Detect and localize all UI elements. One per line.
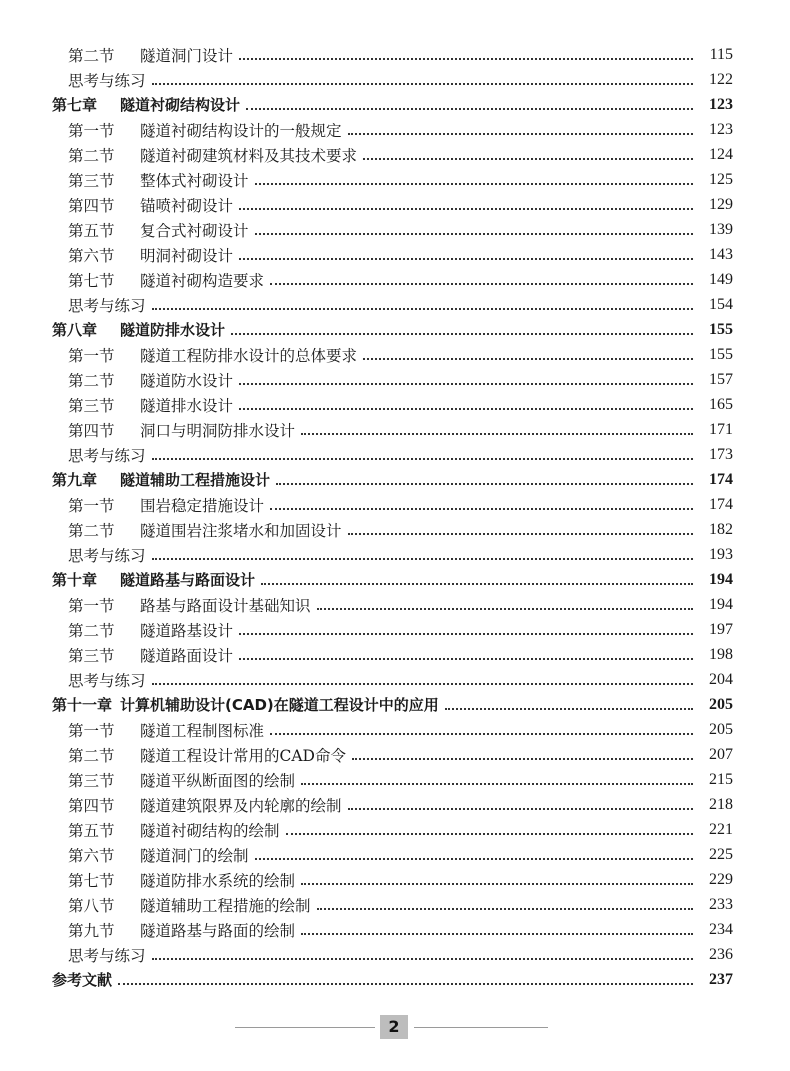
toc-entry-page: 218 xyxy=(709,795,733,813)
dot-leader xyxy=(445,707,693,710)
toc-entry-number: 第二节 xyxy=(68,521,115,540)
toc-entry-number: 第六节 xyxy=(68,846,115,865)
toc-entry-page: 173 xyxy=(709,445,733,463)
toc-entry-label xyxy=(68,944,148,966)
toc-entry-number: 第七章 xyxy=(52,96,98,114)
dot-leader xyxy=(152,457,693,460)
toc-entry-number: 第九章 xyxy=(52,471,98,489)
dot-leader xyxy=(270,507,693,510)
toc-entry-title: 隧道衬砌结构的绘制 xyxy=(140,821,280,840)
toc-entry-label xyxy=(68,619,235,641)
toc-entry-number: 第八章 xyxy=(52,321,98,339)
toc-entry-label xyxy=(52,569,257,590)
dot-leader xyxy=(276,482,693,485)
toc-entry-label xyxy=(52,319,227,340)
dot-leader xyxy=(255,232,693,235)
toc-entry-label xyxy=(68,794,344,816)
footer-rule-right xyxy=(414,1027,548,1028)
toc-section-entry[interactable] xyxy=(0,917,790,942)
toc-entry-title: 隧道衬砌构造要求 xyxy=(140,271,265,290)
toc-entry-page: 205 xyxy=(709,720,733,738)
toc-entry-label xyxy=(68,919,297,941)
toc-entry-number: 第三节 xyxy=(68,171,115,190)
toc-entry-number: 第一节 xyxy=(68,496,115,515)
toc-entry-title: 隧道路基设计 xyxy=(140,621,234,640)
toc-entry-label xyxy=(68,544,148,566)
toc-entry-page: 182 xyxy=(709,520,733,538)
dot-leader xyxy=(348,132,693,135)
toc-entry-page: 155 xyxy=(709,345,733,363)
page-footer xyxy=(0,1015,790,1041)
toc-exercise-entry[interactable] xyxy=(0,542,790,567)
toc-entry-number: 第九节 xyxy=(68,921,115,940)
toc-section-entry[interactable] xyxy=(0,367,790,392)
dot-leader xyxy=(231,332,693,335)
toc-entry-title: 隧道防排水设计 xyxy=(120,321,226,339)
toc-entry-page: 143 xyxy=(709,245,733,263)
toc-entry-label xyxy=(68,169,251,191)
toc-entry-title: 思考与练习 xyxy=(68,446,146,465)
toc-section-entry[interactable] xyxy=(0,142,790,167)
toc-entry-title: 隧道工程设计常用的CAD命令 xyxy=(140,746,346,765)
toc-entry-page: 225 xyxy=(709,845,733,863)
toc-entry-page: 229 xyxy=(709,870,733,888)
toc-entry-label xyxy=(68,769,297,791)
toc-section-entry[interactable] xyxy=(0,517,790,542)
toc-entry-page: 205 xyxy=(709,695,733,713)
toc-entry-page: 234 xyxy=(709,920,733,938)
toc-entry-title: 隧道平纵断面图的绘制 xyxy=(140,771,296,790)
toc-exercise-entry[interactable] xyxy=(0,667,790,692)
toc-entry-number: 第七节 xyxy=(68,871,115,890)
toc-entry-title: 隧道辅助工程措施设计 xyxy=(120,471,271,489)
toc-chapter-entry[interactable] xyxy=(0,692,790,717)
toc-entry-title: 隧道防水设计 xyxy=(140,371,234,390)
toc-exercise-entry[interactable] xyxy=(0,67,790,92)
toc-entry-label xyxy=(68,194,235,216)
dot-leader xyxy=(270,282,693,285)
toc-entry-number: 第五节 xyxy=(68,221,115,240)
toc-chapter-entry[interactable] xyxy=(0,317,790,342)
toc-entry-title: 隧道建筑限界及内轮廓的绘制 xyxy=(140,796,342,815)
toc-section-entry[interactable] xyxy=(0,767,790,792)
toc-entry-number: 第四节 xyxy=(68,421,115,440)
dot-leader xyxy=(301,882,693,885)
toc-entry-title: 隧道路面设计 xyxy=(140,646,234,665)
dot-leader xyxy=(255,857,693,860)
toc-entry-title: 参考文献 xyxy=(52,971,113,989)
toc-entry-title: 思考与练习 xyxy=(68,671,146,690)
toc-entry-page: 207 xyxy=(709,745,733,763)
page-number: 2 xyxy=(380,1015,408,1039)
toc-entry-page: 174 xyxy=(709,495,733,513)
toc-entry-page: 154 xyxy=(709,295,733,313)
toc-section-entry[interactable] xyxy=(0,392,790,417)
toc-entry-label xyxy=(68,44,235,66)
toc-section-entry[interactable] xyxy=(0,417,790,442)
toc-entry-number: 第一节 xyxy=(68,346,115,365)
toc-entry-page: 165 xyxy=(709,395,733,413)
toc-chapter-entry[interactable] xyxy=(0,967,790,992)
toc-entry-label xyxy=(68,644,235,666)
toc-entry-title: 隧道衬砌结构设计的一般规定 xyxy=(140,121,342,140)
toc-entry-page: 236 xyxy=(709,945,733,963)
toc-entry-number: 第三节 xyxy=(68,646,115,665)
toc-section-entry[interactable] xyxy=(0,617,790,642)
dot-leader xyxy=(239,407,693,410)
dot-leader xyxy=(118,982,693,985)
dot-leader xyxy=(152,307,693,310)
dot-leader xyxy=(363,157,693,160)
toc-entry-title: 思考与练习 xyxy=(68,946,146,965)
dot-leader xyxy=(246,107,693,110)
toc-entry-page: 125 xyxy=(709,170,733,188)
toc-entry-title: 隧道辅助工程措施的绘制 xyxy=(140,896,311,915)
toc-chapter-entry[interactable] xyxy=(0,92,790,117)
dot-leader xyxy=(317,907,693,910)
toc-entry-title: 思考与练习 xyxy=(68,546,146,565)
toc-entry-page: 198 xyxy=(709,645,733,663)
toc-section-entry[interactable] xyxy=(0,42,790,67)
toc-entry-page: 155 xyxy=(709,320,733,338)
toc-entry-title: 整体式衬砌设计 xyxy=(140,171,249,190)
dot-leader xyxy=(152,557,693,560)
toc-section-entry[interactable] xyxy=(0,267,790,292)
toc-entry-number: 第二节 xyxy=(68,46,115,65)
dot-leader xyxy=(348,532,693,535)
dot-leader xyxy=(301,932,693,935)
toc-entry-title: 隧道排水设计 xyxy=(140,396,234,415)
dot-leader xyxy=(239,657,693,660)
toc-entry-number: 第一节 xyxy=(68,596,115,615)
toc-entry-label xyxy=(68,144,359,166)
toc-entry-page: 115 xyxy=(709,45,733,63)
toc-section-entry[interactable] xyxy=(0,867,790,892)
toc-entry-number: 第十一章 xyxy=(52,696,113,714)
toc-entry-label xyxy=(68,294,148,316)
toc-entry-title: 隧道洞门的绘制 xyxy=(140,846,249,865)
toc-chapter-entry[interactable] xyxy=(0,567,790,592)
toc-chapter-entry[interactable] xyxy=(0,467,790,492)
toc-entry-label xyxy=(68,819,282,841)
dot-leader xyxy=(152,682,693,685)
toc-entry-number: 第二节 xyxy=(68,621,115,640)
toc-entry-label xyxy=(52,469,272,490)
toc-section-entry[interactable] xyxy=(0,167,790,192)
table-of-contents xyxy=(0,42,790,992)
toc-entry-number: 第十章 xyxy=(52,571,98,589)
dot-leader xyxy=(239,57,693,60)
dot-leader xyxy=(286,832,693,835)
toc-entry-page: 123 xyxy=(709,120,733,138)
toc-entry-page: 215 xyxy=(709,770,733,788)
dot-leader xyxy=(239,207,693,210)
toc-entry-page: 197 xyxy=(709,620,733,638)
dot-leader xyxy=(317,607,693,610)
toc-entry-page: 193 xyxy=(709,545,733,563)
toc-entry-label xyxy=(52,694,441,715)
toc-entry-title: 隧道衬砌建筑材料及其技术要求 xyxy=(140,146,358,165)
toc-entry-number: 第二节 xyxy=(68,746,115,765)
toc-section-entry[interactable] xyxy=(0,642,790,667)
toc-section-entry[interactable] xyxy=(0,792,790,817)
toc-entry-label xyxy=(68,869,297,891)
toc-entry-number: 第八节 xyxy=(68,896,115,915)
toc-entry-label xyxy=(68,444,148,466)
toc-entry-page: 174 xyxy=(709,470,733,488)
toc-entry-number: 第四节 xyxy=(68,796,115,815)
toc-entry-page: 233 xyxy=(709,895,733,913)
toc-entry-label xyxy=(68,719,266,741)
toc-entry-label xyxy=(68,219,251,241)
footer-rule-left xyxy=(235,1027,375,1028)
toc-entry-title: 隧道围岩注浆堵水和加固设计 xyxy=(140,521,342,540)
dot-leader xyxy=(152,957,693,960)
toc-entry-number: 第一节 xyxy=(68,721,115,740)
toc-entry-number: 第七节 xyxy=(68,271,115,290)
toc-entry-label xyxy=(68,69,148,91)
toc-entry-label xyxy=(68,844,251,866)
toc-entry-title: 锚喷衬砌设计 xyxy=(140,196,234,215)
toc-section-entry[interactable] xyxy=(0,892,790,917)
dot-leader xyxy=(348,807,693,810)
toc-section-entry[interactable] xyxy=(0,342,790,367)
toc-section-entry[interactable] xyxy=(0,742,790,767)
toc-entry-label xyxy=(68,669,148,691)
toc-section-entry[interactable] xyxy=(0,817,790,842)
toc-entry-title: 围岩稳定措施设计 xyxy=(140,496,265,515)
toc-entry-title: 隧道工程防排水设计的总体要求 xyxy=(140,346,358,365)
toc-entry-page: 123 xyxy=(709,95,733,113)
toc-entry-label xyxy=(68,894,313,916)
toc-section-entry[interactable] xyxy=(0,717,790,742)
toc-exercise-entry[interactable] xyxy=(0,942,790,967)
toc-section-entry[interactable] xyxy=(0,842,790,867)
toc-entry-title: 思考与练习 xyxy=(68,296,146,315)
toc-entry-label xyxy=(52,969,114,990)
toc-entry-label xyxy=(68,494,266,516)
toc-entry-title: 路基与路面设计基础知识 xyxy=(140,596,311,615)
toc-entry-number: 第一节 xyxy=(68,121,115,140)
toc-entry-label xyxy=(68,519,344,541)
dot-leader xyxy=(239,382,693,385)
toc-entry-number: 第三节 xyxy=(68,771,115,790)
toc-entry-title: 复合式衬砌设计 xyxy=(140,221,249,240)
toc-section-entry[interactable] xyxy=(0,192,790,217)
toc-entry-title: 隧道工程制图标准 xyxy=(140,721,265,740)
toc-entry-label xyxy=(68,394,235,416)
toc-section-entry[interactable] xyxy=(0,242,790,267)
toc-section-entry[interactable] xyxy=(0,592,790,617)
toc-entry-number: 第六节 xyxy=(68,246,115,265)
toc-entry-page: 139 xyxy=(709,220,733,238)
toc-entry-title: 隧道路基与路面设计 xyxy=(120,571,256,589)
toc-entry-label xyxy=(52,94,242,115)
toc-entry-page: 124 xyxy=(709,145,733,163)
toc-section-entry[interactable] xyxy=(0,217,790,242)
toc-entry-label xyxy=(68,594,313,616)
dot-leader xyxy=(352,757,693,760)
toc-entry-page: 171 xyxy=(709,420,733,438)
toc-entry-number: 第二节 xyxy=(68,146,115,165)
toc-entry-title: 隧道路基与路面的绘制 xyxy=(140,921,296,940)
toc-entry-label xyxy=(68,344,359,366)
dot-leader xyxy=(255,182,693,185)
toc-entry-number: 第三节 xyxy=(68,396,115,415)
toc-entry-number: 第二节 xyxy=(68,371,115,390)
toc-section-entry[interactable] xyxy=(0,117,790,142)
toc-entry-label xyxy=(68,269,266,291)
toc-exercise-entry[interactable] xyxy=(0,442,790,467)
toc-entry-page: 204 xyxy=(709,670,733,688)
toc-entry-label xyxy=(68,369,235,391)
dot-leader xyxy=(301,432,693,435)
toc-entry-page: 122 xyxy=(709,70,733,88)
toc-entry-title: 隧道防排水系统的绘制 xyxy=(140,871,296,890)
toc-entry-page: 194 xyxy=(709,570,733,588)
toc-section-entry[interactable] xyxy=(0,492,790,517)
toc-entry-title: 隧道衬砌结构设计 xyxy=(120,96,241,114)
toc-entry-title: 明洞衬砌设计 xyxy=(140,246,234,265)
toc-entry-number: 第五节 xyxy=(68,821,115,840)
dot-leader xyxy=(270,732,693,735)
toc-entry-page: 129 xyxy=(709,195,733,213)
dot-leader xyxy=(239,632,693,635)
toc-entry-title: 隧道洞门设计 xyxy=(140,46,234,65)
dot-leader xyxy=(152,82,693,85)
dot-leader xyxy=(261,582,693,585)
dot-leader xyxy=(239,257,693,260)
dot-leader xyxy=(301,782,693,785)
toc-entry-label xyxy=(68,119,344,141)
toc-entry-label xyxy=(68,419,297,441)
toc-exercise-entry[interactable] xyxy=(0,292,790,317)
toc-entry-page: 237 xyxy=(709,970,733,988)
toc-entry-page: 149 xyxy=(709,270,733,288)
toc-entry-title: 计算机辅助设计(CAD)在隧道工程设计中的应用 xyxy=(120,696,439,714)
toc-entry-label xyxy=(68,244,235,266)
toc-entry-page: 157 xyxy=(709,370,733,388)
toc-entry-title: 洞口与明洞防排水设计 xyxy=(140,421,296,440)
toc-entry-page: 221 xyxy=(709,820,733,838)
toc-entry-number: 第四节 xyxy=(68,196,115,215)
toc-entry-page: 194 xyxy=(709,595,733,613)
dot-leader xyxy=(363,357,693,360)
toc-entry-label xyxy=(68,744,348,766)
toc-entry-title: 思考与练习 xyxy=(68,71,146,90)
